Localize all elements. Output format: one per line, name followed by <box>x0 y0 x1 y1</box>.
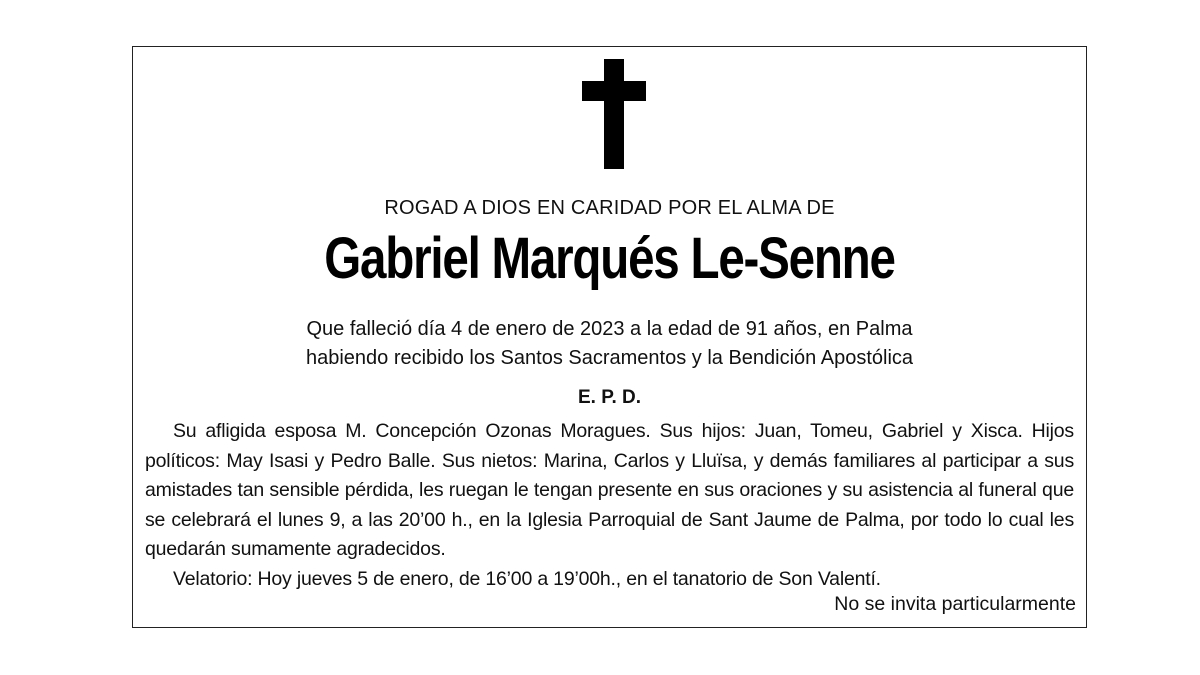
obituary-notice <box>132 46 1087 628</box>
death-line-2: habiendo recibido los Santos Sacramentos y la Bendición Apostólica <box>305 347 914 369</box>
intro-line: ROGAD A DIOS EN CARIDAD POR EL ALMA DE <box>384 197 835 219</box>
wake-paragraph: Velatorio: Hoy jueves 5 de enero, de 16’00 a 19’00h., en el tanatorio de Son Valentí. <box>173 567 881 590</box>
closing-line: No se invita particularmente <box>834 593 1076 615</box>
death-details <box>133 315 1086 373</box>
epd-label: E. P. D. <box>577 387 641 408</box>
deceased-name: Gabriel Marqués Le-Senne <box>324 226 895 291</box>
family-paragraph: Su afligida esposa M. Concepción Ozonas Moragues. Sus hijos: Juan, Tomeu, Gabriel y Xisca. Hijos políticos: May Isasi y Pedro Balle. Sus nietos: Marina, Carlos y Lluïsa, y demás familiares al participar a sus amistades tan sensible pérdida, les ruegan le tengan presente en sus oraciones y su asistencia al funeral que se celebrará el lunes 9, a las 20’00 h., en la Iglesia Parroquial de Sant Jaume de Palma, por todo lo cual les quedarán sumamente agradecidos. <box>145 420 1074 560</box>
notice-body <box>145 417 1074 594</box>
death-line-1: Que falleció día 4 de enero de 2023 a la edad de 91 años, en Palma <box>306 318 913 340</box>
cross-icon <box>582 59 646 169</box>
